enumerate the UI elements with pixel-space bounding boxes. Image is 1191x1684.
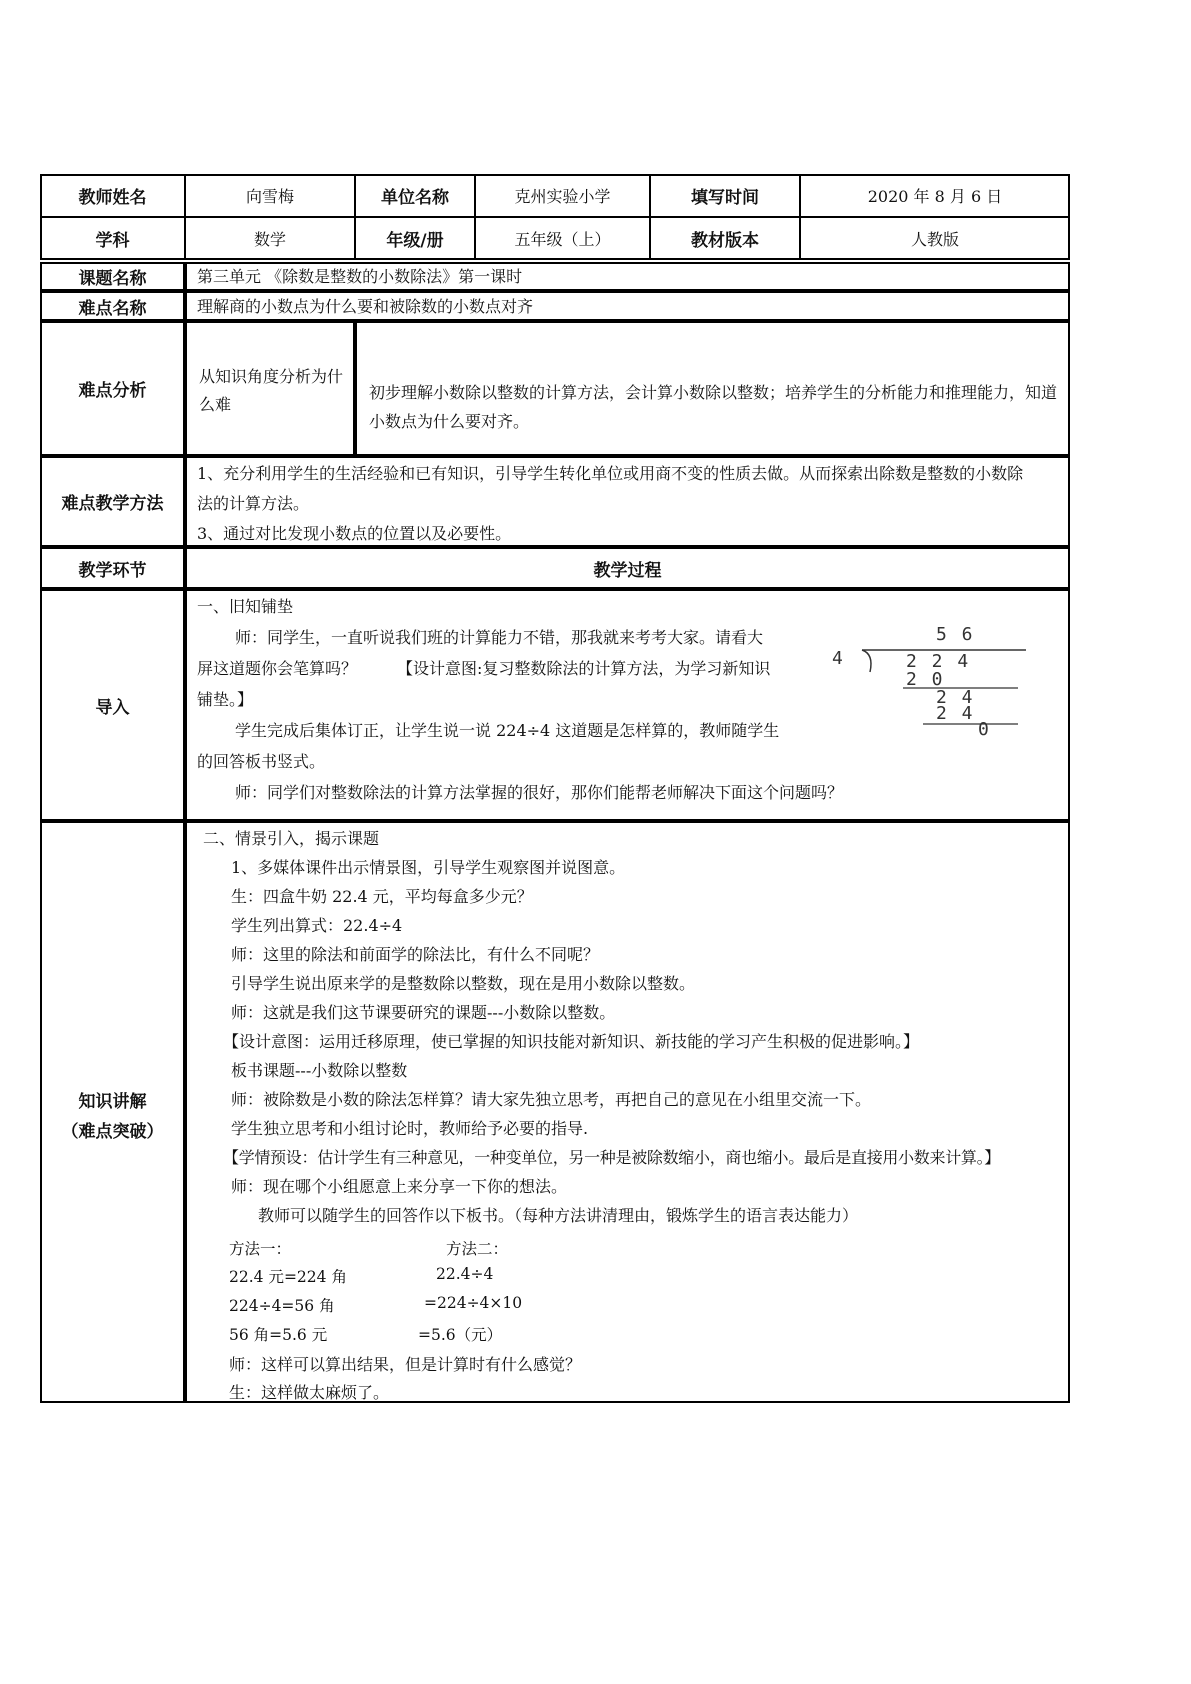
intro-line: 学生完成后集体订正，让学生说一说 224÷4 这道题是怎样算的，教师随学生 [235, 721, 780, 740]
subject-label: 学科 [40, 217, 185, 260]
stage-header: 教学环节 [40, 547, 185, 589]
subtract-step-2: 2 4 [936, 703, 975, 724]
method-one-step: 56 角=5.6 元 [229, 1326, 328, 1344]
process-header: 教学过程 [185, 547, 1070, 589]
method-two-step: 22.4÷4 [436, 1265, 494, 1283]
knowledge-line: 板书课题---小数除以整数 [231, 1061, 408, 1080]
grade-label: 年级/册 [355, 217, 475, 260]
knowledge-tail-line: 生：这样做太麻烦了。 [229, 1383, 390, 1402]
topic-value: 第三单元 《除数是整数的小数除法》第一课时 [185, 262, 1070, 291]
intro-line: 屏这道题你会笔算吗？ 【设计意图:复习整数除法的计算方法，为学习新知识 [197, 659, 771, 678]
knowledge-line: 师：被除数是小数的除法怎样算？请大家先独立思考，再把自己的意见在小组里交流一下。 [231, 1090, 872, 1109]
teacher-name-label: 教师姓名 [40, 174, 185, 217]
grade-value: 五年级（上） [475, 217, 650, 260]
knowledge-line: 引导学生说出原来学的是整数除以整数，现在是用小数除以整数。 [231, 974, 696, 993]
knowledge-line: 师：这里的除法和前面学的除法比，有什么不同呢？ [231, 945, 600, 964]
unit-name-label: 单位名称 [355, 174, 475, 217]
method-one-step: 22.4 元=224 角 [229, 1268, 347, 1286]
remainder: 0 [978, 719, 991, 740]
topic-label: 课题名称 [40, 262, 185, 291]
knowledge-line: 师：现在哪个小组愿意上来分享一下你的想法。 [231, 1177, 568, 1196]
quotient: 5 6 [936, 624, 975, 645]
method-two-step: =224÷4×10 [424, 1294, 523, 1312]
bring-down-step: 2 4 [936, 687, 975, 708]
method-line: 法的计算方法。 [197, 494, 310, 513]
knowledge-line: 【设计意图：运用迁移原理，使已掌握的知识技能对新知识、新技能的学习产生积极的促进影响。】 [223, 1032, 920, 1051]
knowledge-label: 知识讲解 [78, 1091, 147, 1112]
intro-line: 师：同学生，一直听说我们班的计算能力不错，那我就来考考大家。请看大 [235, 628, 764, 647]
knowledge-line: 【学情预设：估计学生有三种意见，一种变单位，另一种是被除数缩小，商也缩小。最后是直接用小数来计算。】 [223, 1148, 1001, 1167]
divisor: 4 [832, 648, 845, 669]
knowledge-line: 生：四盒牛奶 22.4 元，平均每盒多少元？ [231, 887, 533, 906]
method-content [185, 456, 1070, 547]
method-two-title: 方法二： [446, 1240, 509, 1258]
intro-line: 铺垫。】 [197, 690, 254, 709]
subject-value: 数学 [185, 217, 355, 260]
knowledge-line: 师：这就是我们这节课要研究的课题---小数除以整数。 [231, 1003, 616, 1022]
intro-line: 师：同学们对整数除法的计算方法掌握的很好，那你们能帮老师解决下面这个问题吗？ [235, 783, 844, 802]
subtract-step-1: 2 0 [906, 669, 945, 690]
difficulty-value: 理解商的小数点为什么要和被除数的小数点对齐 [185, 291, 1070, 321]
teacher-name-value: 向雪梅 [185, 174, 355, 217]
method-two-step: =5.6（元） [418, 1326, 503, 1344]
method-line: 3、通过对比发现小数点的位置以及必要性。 [197, 524, 512, 543]
method-line: 1、充分利用学生的生活经验和已有知识，引导学生转化单位或用商不变的性质去做。从而探索出除数是整数的小数除 [197, 464, 1024, 483]
analysis-label: 难点分析 [40, 321, 185, 456]
fill-date-label: 填写时间 [650, 174, 800, 217]
edition-value: 人教版 [800, 217, 1070, 260]
analysis-text: 初步理解小数除以整数的计算方法，会计算小数除以整数；培养学生的分析能力和推理能力，知道小数点为什么要对齐。 [355, 321, 1070, 456]
knowledge-line: 1、多媒体课件出示情景图，引导学生观察图并说图意。 [231, 858, 626, 877]
knowledge-label-cell [40, 821, 185, 1403]
intro-label: 导入 [40, 589, 185, 821]
unit-name-value: 克州实验小学 [475, 174, 650, 217]
long-division [828, 624, 1028, 740]
knowledge-sub-label: （难点突破） [61, 1121, 164, 1142]
fill-date-value: 2020 年 8 月 6 日 [800, 174, 1070, 217]
intro-line: 的回答板书竖式。 [197, 752, 326, 771]
edition-label: 教材版本 [650, 217, 800, 260]
knowledge-line: 二、情景引入，揭示课题 [203, 829, 380, 848]
dividend: 2 2 4 [906, 651, 971, 672]
method-label: 难点教学方法 [40, 456, 185, 547]
knowledge-tail-line: 师：这样可以算出结果，但是计算时有什么感觉？ [229, 1355, 582, 1374]
knowledge-line: 学生列出算式：22.4÷4 [231, 916, 403, 935]
knowledge-line: 学生独立思考和小组讨论时，教师给予必要的指导. [231, 1119, 589, 1138]
difficulty-label: 难点名称 [40, 291, 185, 321]
analysis-sub-label: 从知识角度分析为什么难 [185, 321, 355, 456]
intro-line: 一、旧知铺垫 [197, 597, 294, 616]
method-one-step: 224÷4=56 角 [229, 1297, 335, 1315]
method-one-title: 方法一： [229, 1240, 292, 1258]
knowledge-line: 教师可以随学生的回答作以下板书。（每种方法讲清理由，锻炼学生的语言表达能力） [258, 1206, 859, 1225]
